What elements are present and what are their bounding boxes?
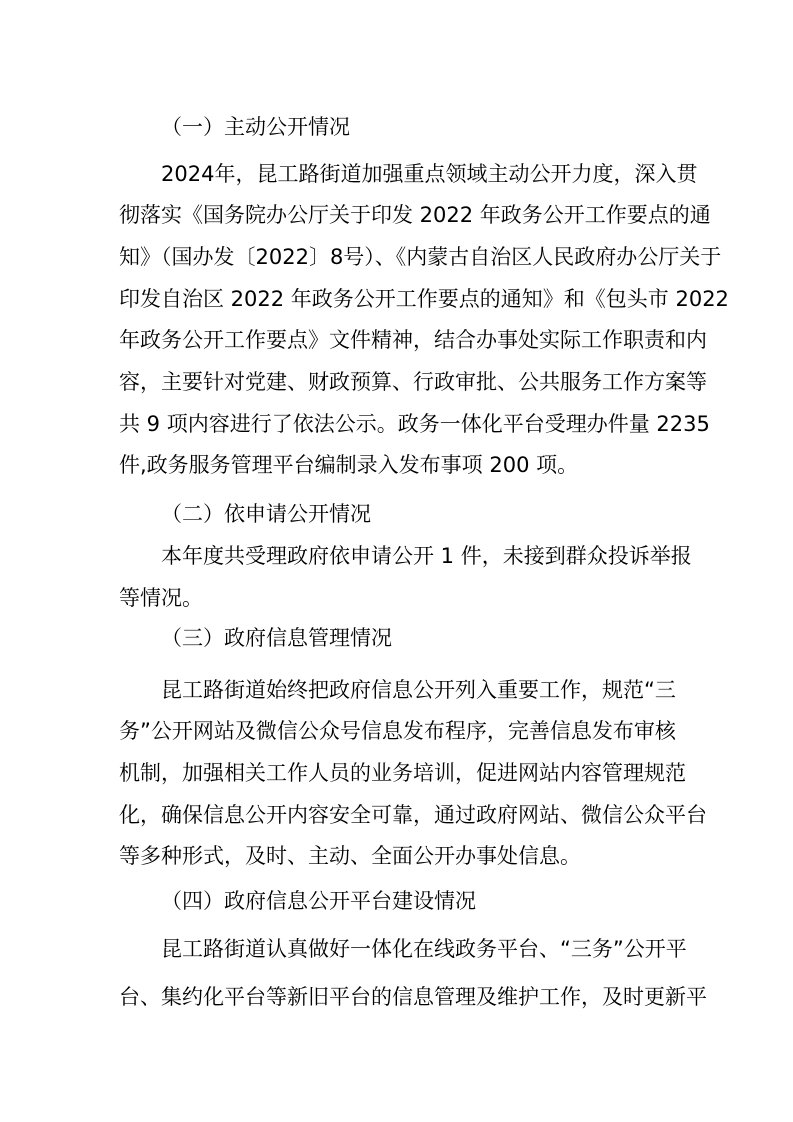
paragraph-line: 彻落实《国务院办公厅关于印发 2022 年政务公开工作要点的通 <box>119 203 711 227</box>
paragraph-line: 2024年，昆工路街道加强重点领域主动公开力度，深入贯 <box>161 162 698 186</box>
section-heading-1: （一）主动公开情况 <box>161 115 350 139</box>
paragraph-line: 等多种形式，及时、主动、全面公开办事处信息。 <box>119 844 581 868</box>
paragraph-line: 本年度共受理政府依申请公开 1 件，未接到群众投诉举报 <box>161 544 692 568</box>
paragraph-line: 容，主要针对党建、财政预算、行政审批、公共服务工作方案等 <box>119 370 707 394</box>
paragraph-line: 共 9 项内容进行了依法公示。政务一体化平台受理办件量 2235 <box>119 412 710 436</box>
paragraph-line: 务”公开网站及微信公众号信息发布程序，完善信息发布审核 <box>119 719 676 743</box>
section-heading-4: （四）政府信息公开平台建设情况 <box>161 889 476 913</box>
paragraph-line: 化，确保信息公开内容安全可靠，通过政府网站、微信公众平台 <box>119 803 707 827</box>
paragraph-line: 印发自治区 2022 年政务公开工作要点的通知》和《包头市 2022 <box>119 287 729 311</box>
paragraph-line: 等情况。 <box>119 586 203 610</box>
section-heading-2: （二）依申请公开情况 <box>161 502 371 526</box>
paragraph-line: 昆工路街道始终把政府信息公开列入重要工作，规范“三 <box>161 678 676 702</box>
paragraph-line: 机制，加强相关工作人员的业务培训，促进网站内容管理规范 <box>119 761 686 785</box>
paragraph-line: 件,政务服务管理平台编制录入发布事项 200 项。 <box>119 453 579 477</box>
paragraph-line: 年政务公开工作要点》文件精神，结合办事处实际工作职责和内 <box>119 328 707 352</box>
paragraph-line: 昆工路街道认真做好一体化在线政务平台、“三务”公开平 <box>161 937 687 961</box>
paragraph-line: 台、集约化平台等新旧平台的信息管理及维护工作，及时更新平 <box>119 985 707 1009</box>
section-heading-3: （三）政府信息管理情况 <box>161 626 392 650</box>
paragraph-line: 知》（国办发〔2022〕8号）、《内蒙古自治区人民政府办公厅关于 <box>119 245 722 269</box>
